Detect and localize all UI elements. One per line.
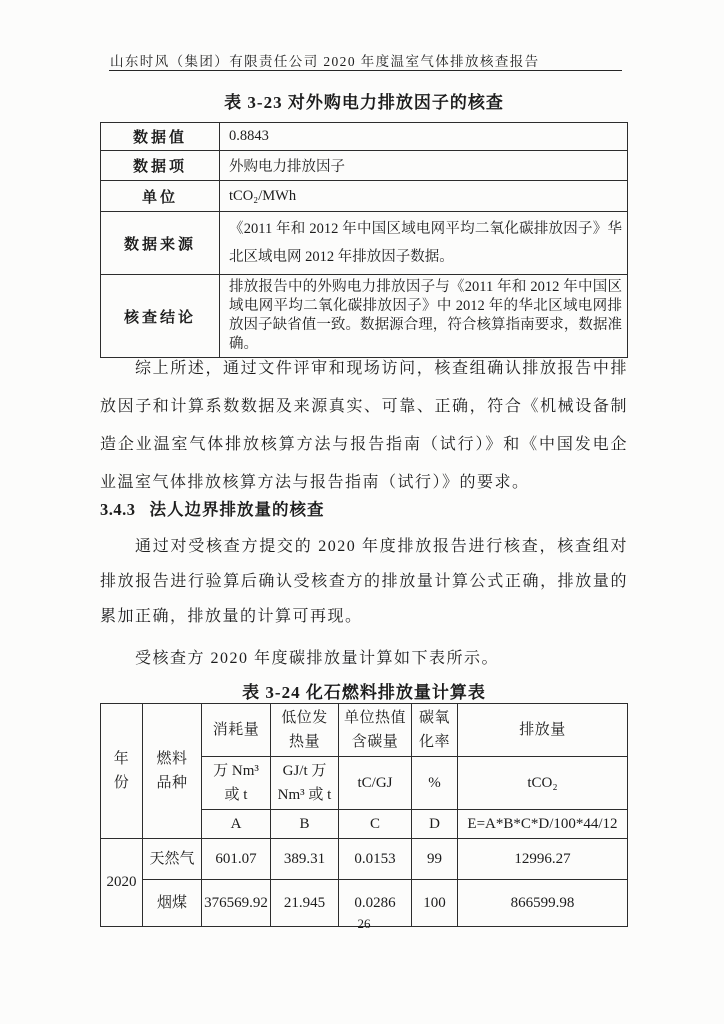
table24-symbol-c: C (339, 810, 412, 839)
table23-row-value: 外购电力排放因子 (220, 151, 628, 181)
table23-row (101, 275, 628, 358)
section-title: 法人边界排放量的核查 (149, 500, 325, 519)
table24-unit-consumption: 万 Nm³ 或 t (202, 757, 271, 810)
table23-row (101, 181, 628, 212)
table24-cell-fuel: 烟煤 (143, 880, 202, 927)
table23-row (101, 212, 628, 275)
table23-row (101, 151, 628, 181)
table24-cell-heat: 389.31 (271, 839, 339, 880)
table23-row-value: 0.8843 (220, 123, 628, 151)
table23-row (101, 123, 628, 151)
table24-unit-carbon: tC/GJ (339, 757, 412, 810)
paragraph-verification: 通过对受核查方提交的 2020 年度排放报告进行核查，核查组对排放报告进行验算后确认受核查方的排放量计算公式正确，排放量的累加正确，排放量的计算可再现。 (100, 538, 628, 625)
table24-unit-heat: GJ/t 万 Nm³ 或 t (271, 757, 339, 810)
table23 (100, 122, 628, 358)
table24 (100, 703, 628, 927)
table24-header-year: 年份 (101, 704, 143, 839)
table24-header-oxidation: 碳氧化率 (412, 704, 458, 757)
table24-cell-carbon: 0.0286 (339, 880, 412, 927)
table24-cell-fuel: 天然气 (143, 839, 202, 880)
table23-title: 表 3-23 对外购电力排放因子的核查 (224, 93, 504, 112)
table24-header-fuel: 燃料品种 (143, 704, 202, 839)
table23-row-label: 数据项 (101, 151, 220, 181)
table24-unit-oxidation: % (412, 757, 458, 810)
table24-data-row (101, 839, 628, 880)
table24-symbol-b: B (271, 810, 339, 839)
table24-header-heat: 低位发热量 (271, 704, 339, 757)
table24-header-consumption: 消耗量 (202, 704, 271, 757)
table24-unit-emission: tCO₂ (458, 757, 628, 810)
table24-cell-carbon: 0.0153 (339, 839, 412, 880)
section-heading (100, 496, 628, 520)
table23-row-label: 数据值 (101, 123, 220, 151)
paragraph-table-intro: 受核查方 2020 年度碳排放量计算如下表所示。 (135, 650, 500, 667)
table24-cell-consumption: 376569.92 (202, 880, 271, 927)
table24-header-emission: 排放量 (458, 704, 628, 757)
table24-symbol-d: D (412, 810, 458, 839)
table23-row-label: 核查结论 (101, 275, 220, 358)
table23-row-label: 单位 (101, 181, 220, 212)
header-rule (109, 70, 622, 71)
table24-cell-emission: 12996.27 (458, 839, 628, 880)
table23-row-value: 排放报告中的外购电力排放因子与《2011 年和 2012 年中国区域电网平均二氧化碳排放因子》中 2012 年的华北区域电网排放因子缺省值一致。数据源合理，符合核算指南要求，数据准确。 (220, 275, 628, 358)
table23-row-value: tCO₂/MWh (220, 181, 628, 212)
table24-symbol-e: E=A*B*C*D/100*44/12 (458, 810, 628, 839)
table24-header-row (101, 704, 628, 757)
table24-cell-year: 2020 (101, 839, 143, 927)
table24-header-carbon: 单位热值含碳量 (339, 704, 412, 757)
table23-row-label: 数据来源 (101, 212, 220, 275)
section-number: 3.4.3 (100, 500, 136, 519)
page-number: 26 (357, 916, 371, 931)
table24-title: 表 3-24 化石燃料排放量计算表 (242, 683, 486, 702)
running-header: 山东时风（集团）有限责任公司 2020 年度温室气体排放核查报告 (110, 54, 540, 69)
table24-symbol-a: A (202, 810, 271, 839)
table24-cell-oxidation: 100 (412, 880, 458, 927)
table24-cell-consumption: 601.07 (202, 839, 271, 880)
table23-row-value: 《2011 年和 2012 年中国区域电网平均二氧化碳排放因子》华北区域电网 2012 年排放因子数据。 (220, 212, 628, 275)
table24-cell-emission: 866599.98 (458, 880, 628, 927)
table24-cell-oxidation: 99 (412, 839, 458, 880)
paragraph-summary: 综上所述，通过文件评审和现场访问，核查组确认排放报告中排放因子和计算系数数据及来源真实、可靠、正确，符合《机械设备制造企业温室气体排放核算方法与报告指南（试行）》和《中国发电企业温室气体排放核算方法与报告指南（试行）》的要求。 (100, 360, 628, 491)
table24-cell-heat: 21.945 (271, 880, 339, 927)
